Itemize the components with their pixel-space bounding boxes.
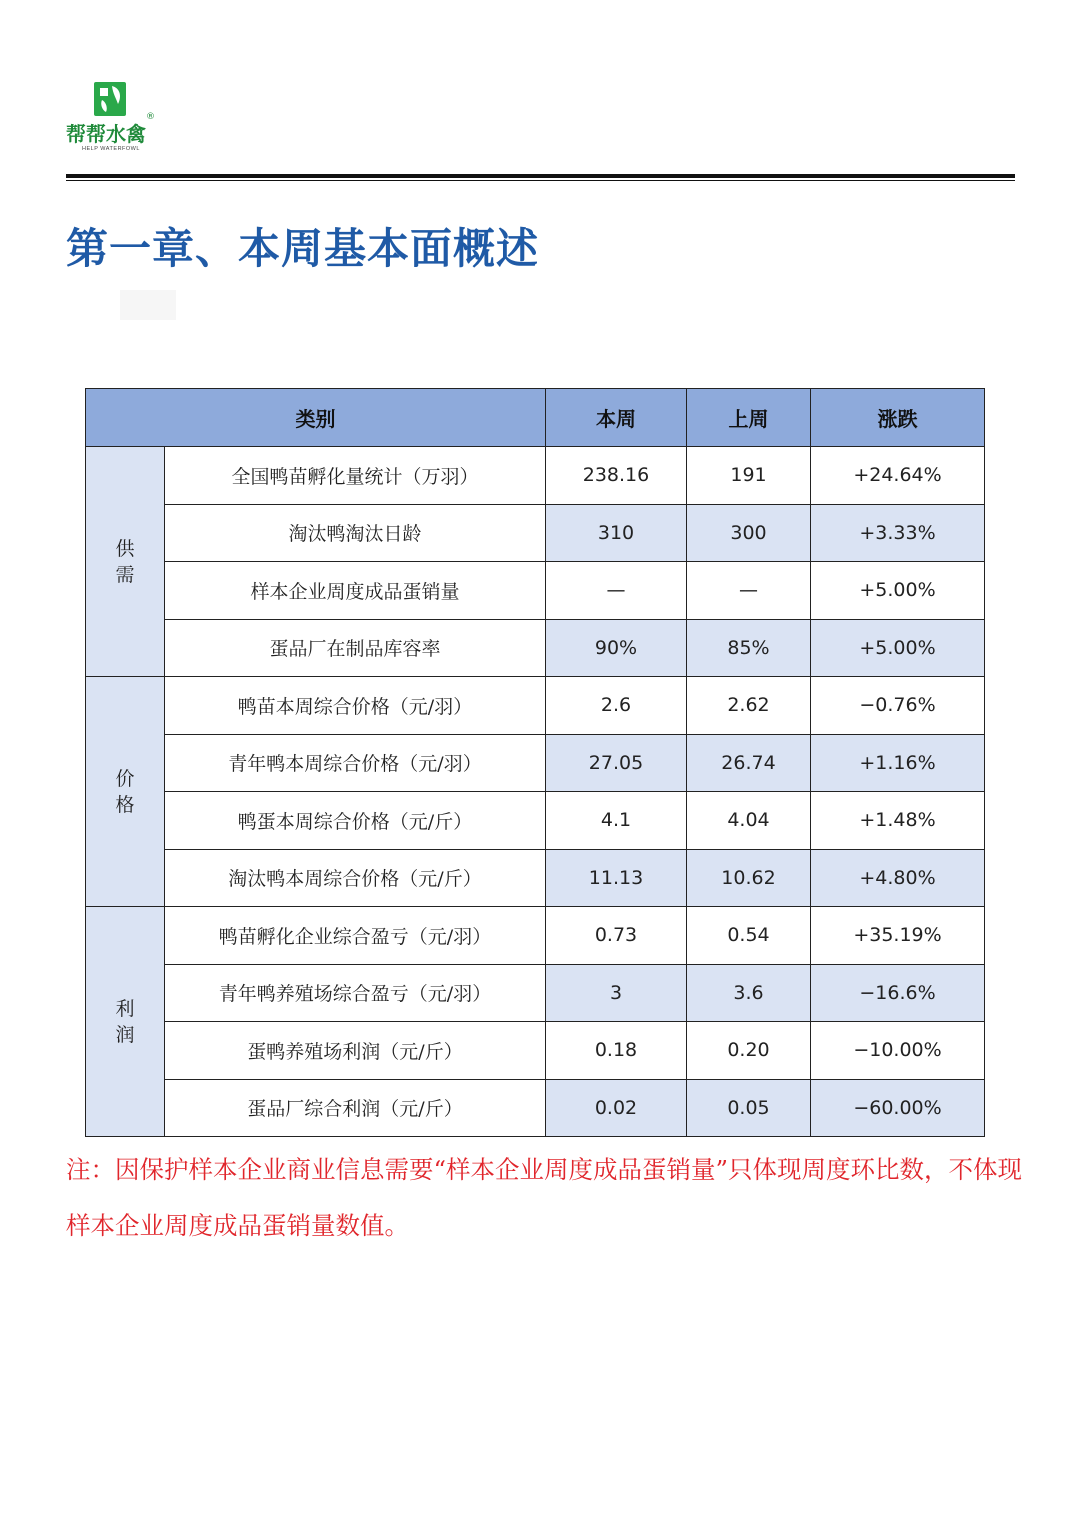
table-row bbox=[86, 734, 985, 792]
fundamentals-table bbox=[85, 388, 985, 1137]
header-change: 涨跌 bbox=[811, 389, 985, 447]
group-label-profit: 利 润 bbox=[86, 907, 165, 1137]
this-week-cell: 2.6 bbox=[546, 677, 687, 735]
metric-cell: 青年鸭养殖场综合盈亏（元/羽） bbox=[165, 964, 546, 1022]
logo-wordmark: 帮帮水禽 bbox=[66, 122, 146, 146]
group-label-price: 价 格 bbox=[86, 677, 165, 907]
change-cell: +3.33% bbox=[811, 504, 985, 562]
this-week-cell: 238.16 bbox=[546, 447, 687, 505]
change-cell: +35.19% bbox=[811, 907, 985, 965]
table-row bbox=[86, 504, 985, 562]
last-week-cell: 2.62 bbox=[687, 677, 811, 735]
metric-cell: 鸭蛋本周综合价格（元/斤） bbox=[165, 792, 546, 850]
change-cell: −10.00% bbox=[811, 1022, 985, 1080]
change-cell: +4.80% bbox=[811, 849, 985, 907]
this-week-cell: 4.1 bbox=[546, 792, 687, 850]
this-week-cell: 0.18 bbox=[546, 1022, 687, 1080]
metric-cell: 鸭苗孵化企业综合盈亏（元/羽） bbox=[165, 907, 546, 965]
header-rule bbox=[66, 174, 1015, 178]
last-week-cell: 0.54 bbox=[687, 907, 811, 965]
table-row bbox=[86, 849, 985, 907]
last-week-cell: 3.6 bbox=[687, 964, 811, 1022]
change-cell: +5.00% bbox=[811, 562, 985, 620]
faint-placeholder bbox=[120, 290, 176, 320]
metric-cell: 青年鸭本周综合价格（元/羽） bbox=[165, 734, 546, 792]
registered-mark: ® bbox=[146, 112, 155, 122]
chapter-title: 第一章、本周基本面概述 bbox=[66, 224, 540, 273]
brand-logo bbox=[60, 82, 170, 162]
this-week-cell: 0.02 bbox=[546, 1079, 687, 1137]
change-cell: +24.64% bbox=[811, 447, 985, 505]
table-row bbox=[86, 677, 985, 735]
metric-cell: 淘汰鸭本周综合价格（元/斤） bbox=[165, 849, 546, 907]
group-label-supply: 供 需 bbox=[86, 447, 165, 677]
table-row bbox=[86, 907, 985, 965]
change-cell: −0.76% bbox=[811, 677, 985, 735]
this-week-cell: 310 bbox=[546, 504, 687, 562]
change-cell: +5.00% bbox=[811, 619, 985, 677]
last-week-cell: 85% bbox=[687, 619, 811, 677]
this-week-cell: 0.73 bbox=[546, 907, 687, 965]
this-week-cell: 3 bbox=[546, 964, 687, 1022]
header-rule-thin bbox=[66, 180, 1015, 181]
table-row bbox=[86, 619, 985, 677]
metric-cell: 蛋鸭养殖场利润（元/斤） bbox=[165, 1022, 546, 1080]
metric-cell: 样本企业周度成品蛋销量 bbox=[165, 562, 546, 620]
this-week-cell: 11.13 bbox=[546, 849, 687, 907]
last-week-cell: 300 bbox=[687, 504, 811, 562]
table-row bbox=[86, 964, 985, 1022]
table-row bbox=[86, 1079, 985, 1137]
table-header-row bbox=[86, 389, 985, 447]
header-this-week: 本周 bbox=[546, 389, 687, 447]
metric-cell: 淘汰鸭淘汰日龄 bbox=[165, 504, 546, 562]
this-week-cell: — bbox=[546, 562, 687, 620]
this-week-cell: 27.05 bbox=[546, 734, 687, 792]
change-cell: −16.6% bbox=[811, 964, 985, 1022]
last-week-cell: 26.74 bbox=[687, 734, 811, 792]
table-row bbox=[86, 447, 985, 505]
metric-cell: 蛋品厂综合利润（元/斤） bbox=[165, 1079, 546, 1137]
change-cell: −60.00% bbox=[811, 1079, 985, 1137]
last-week-cell: — bbox=[687, 562, 811, 620]
last-week-cell: 0.05 bbox=[687, 1079, 811, 1137]
change-cell: +1.16% bbox=[811, 734, 985, 792]
last-week-cell: 4.04 bbox=[687, 792, 811, 850]
last-week-cell: 0.20 bbox=[687, 1022, 811, 1080]
table-row bbox=[86, 562, 985, 620]
metric-cell: 鸭苗本周综合价格（元/羽） bbox=[165, 677, 546, 735]
last-week-cell: 10.62 bbox=[687, 849, 811, 907]
logo-subtext: HELP WATERFOWL bbox=[82, 146, 140, 152]
footnote: 注：因保护样本企业商业信息需要“样本企业周度成品蛋销量”只体现周度环比数，不体现样本企业周度成品蛋销量数值。 bbox=[66, 1155, 1023, 1240]
header-last-week: 上周 bbox=[687, 389, 811, 447]
change-cell: +1.48% bbox=[811, 792, 985, 850]
last-week-cell: 191 bbox=[687, 447, 811, 505]
header-category: 类别 bbox=[86, 389, 546, 447]
this-week-cell: 90% bbox=[546, 619, 687, 677]
table-row bbox=[86, 1022, 985, 1080]
metric-cell: 全国鸭苗孵化量统计（万羽） bbox=[165, 447, 546, 505]
table-row bbox=[86, 792, 985, 850]
leaf-logo-icon bbox=[94, 82, 126, 116]
metric-cell: 蛋品厂在制品库容率 bbox=[165, 619, 546, 677]
